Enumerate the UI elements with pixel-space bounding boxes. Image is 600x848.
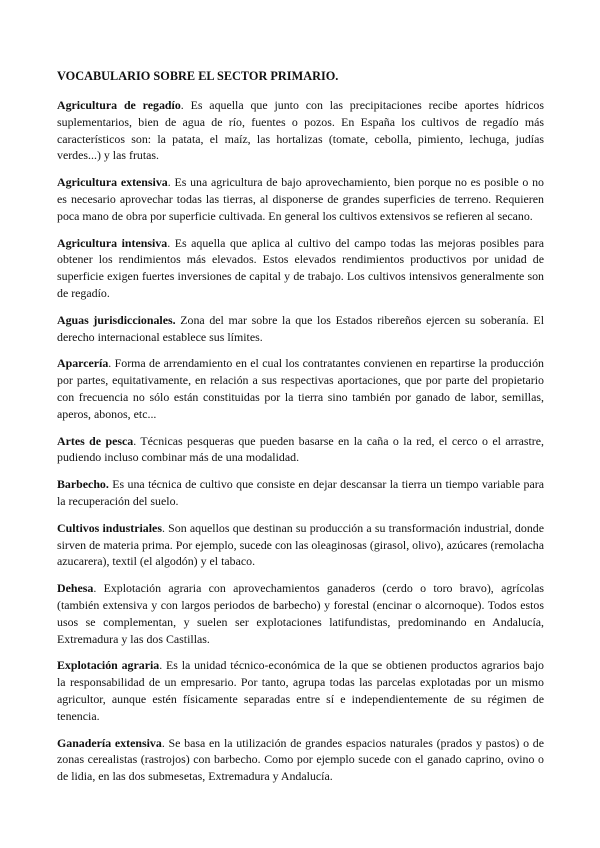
entry-term: Explotación agraria xyxy=(57,658,160,673)
entry-definition: Zona del mar sobre la que los Estados ribereños ejercen su soberanía. El derecho internacional establece sus límites. xyxy=(57,312,544,344)
entry-definition: . Son aquellos que destinan su producción a su transformación industrial, donde sirven de materia prima. Por ejemplo, sucede con las oleaginosas (girasol, olivo), azúcares (remolacha azucarera), textil (el algodón) y el tabaco. xyxy=(57,520,544,569)
entry-definition: . Es aquella que junto con las precipitaciones recibe aportes hídricos suplementarios, bien de agua de río, fuentes o pozos. En España los cultivos de regadío más característicos son: la patata, el maíz, las hortalizas (tomate, cebolla, pimiento, lechuga, judías verdes...) y las frutas. xyxy=(57,98,544,163)
entry-term: Ganadería extensiva xyxy=(57,735,162,750)
entry-term: Artes de pesca xyxy=(57,433,134,448)
entry-term: Cultivos industriales xyxy=(57,520,162,535)
entry-aguas-jurisdiccionales xyxy=(57,312,544,346)
entry-cultivos-industriales xyxy=(57,520,544,570)
entry-definition: . Es aquella que aplica al cultivo del campo todas las mejoras posibles para obtener los rendimientos más elevados. Estos elevados rendimientos productivos por unidad de superficie exigen fuertes inversiones de capital y de trabajo. Los cultivos intensivos generalmente son de regadío. xyxy=(57,235,544,300)
entry-term: Agricultura de regadío xyxy=(57,98,181,112)
entry-term: Aguas jurisdiccionales. xyxy=(57,312,176,327)
entry-aparceria xyxy=(57,355,544,422)
entry-definition: . Explotación agraria con aprovechamientos ganaderos (cerdo o toro bravo), agrícolas (también extensiva y con largos periodos de barbecho) y forestal (encinar o alcornoque). Todos estos usos se complementan, y suelen ser explotaciones latifundistas, predominando en Andalucía, Extremadura y las dos Castillas. xyxy=(57,581,544,646)
entry-term: Dehesa xyxy=(57,581,94,596)
entry-explotacion-agraria xyxy=(57,657,544,724)
entry-definition: . Es la unidad técnico-económica de la que se obtienen productos agrarios bajo la responsabilidad de un empresario. Por tanto, agrupa todas las parcelas explotadas por un mismo agricultor, aunque estén físicamente separadas entre sí e independientemente de su régimen de tenencia. xyxy=(57,658,544,723)
entry-definition: . Técnicas pesqueras que pueden basarse en la caña o la red, el cerco o el arrastre, pudiendo incluso combinar más de una modalidad. xyxy=(57,433,544,465)
entry-definition: . Es una agricultura de bajo aprovechamiento, bien porque no es posible o no es necesario aprovechar todas las tierras, al disponerse de grandes superficies de terreno. Requieren poca mano de obra por superficie cultivada. En general los cultivos extensivos se refieren al secano. xyxy=(57,175,544,223)
entry-definition: . Forma de arrendamiento en el cual los contratantes convienen en repartirse la producción por partes, equitativamente, en relación a sus respectivas aportaciones, que por parte del propietario con frecuencia no sólo están constituidas por la tierra sino también por ganado de labor, semillas, aperos, abonos, etc... xyxy=(57,356,544,421)
entry-definition: . Se basa en la utilización de grandes espacios naturales (prados y pastos) o de zonas cerealistas (rastrojos) con barbecho. Como por ejemplo sucede con el ganado caprino, ovino o de lidia, en las dos submesetas, Extremadura y Andalucía. xyxy=(57,735,544,784)
entry-term: Agricultura intensiva xyxy=(57,235,168,250)
entry-definition: Es una técnica de cultivo que consiste en dejar descansar la tierra un tiempo variable para la recuperación del suelo. xyxy=(57,477,544,508)
entry-agricultura-regadio xyxy=(57,97,544,164)
entry-agricultura-intensiva xyxy=(57,235,544,302)
entry-artes-de-pesca xyxy=(57,433,544,467)
entry-term: Agricultura extensiva xyxy=(57,175,168,190)
entry-ganaderia-extensiva xyxy=(57,735,544,785)
entry-dehesa xyxy=(57,580,544,647)
entry-agricultura-extensiva xyxy=(57,174,544,224)
entry-term: Aparcería xyxy=(57,356,109,371)
document-title: VOCABULARIO SOBRE EL SECTOR PRIMARIO. xyxy=(57,69,339,83)
entry-barbecho xyxy=(57,476,544,510)
entry-term: Barbecho. xyxy=(57,477,109,492)
